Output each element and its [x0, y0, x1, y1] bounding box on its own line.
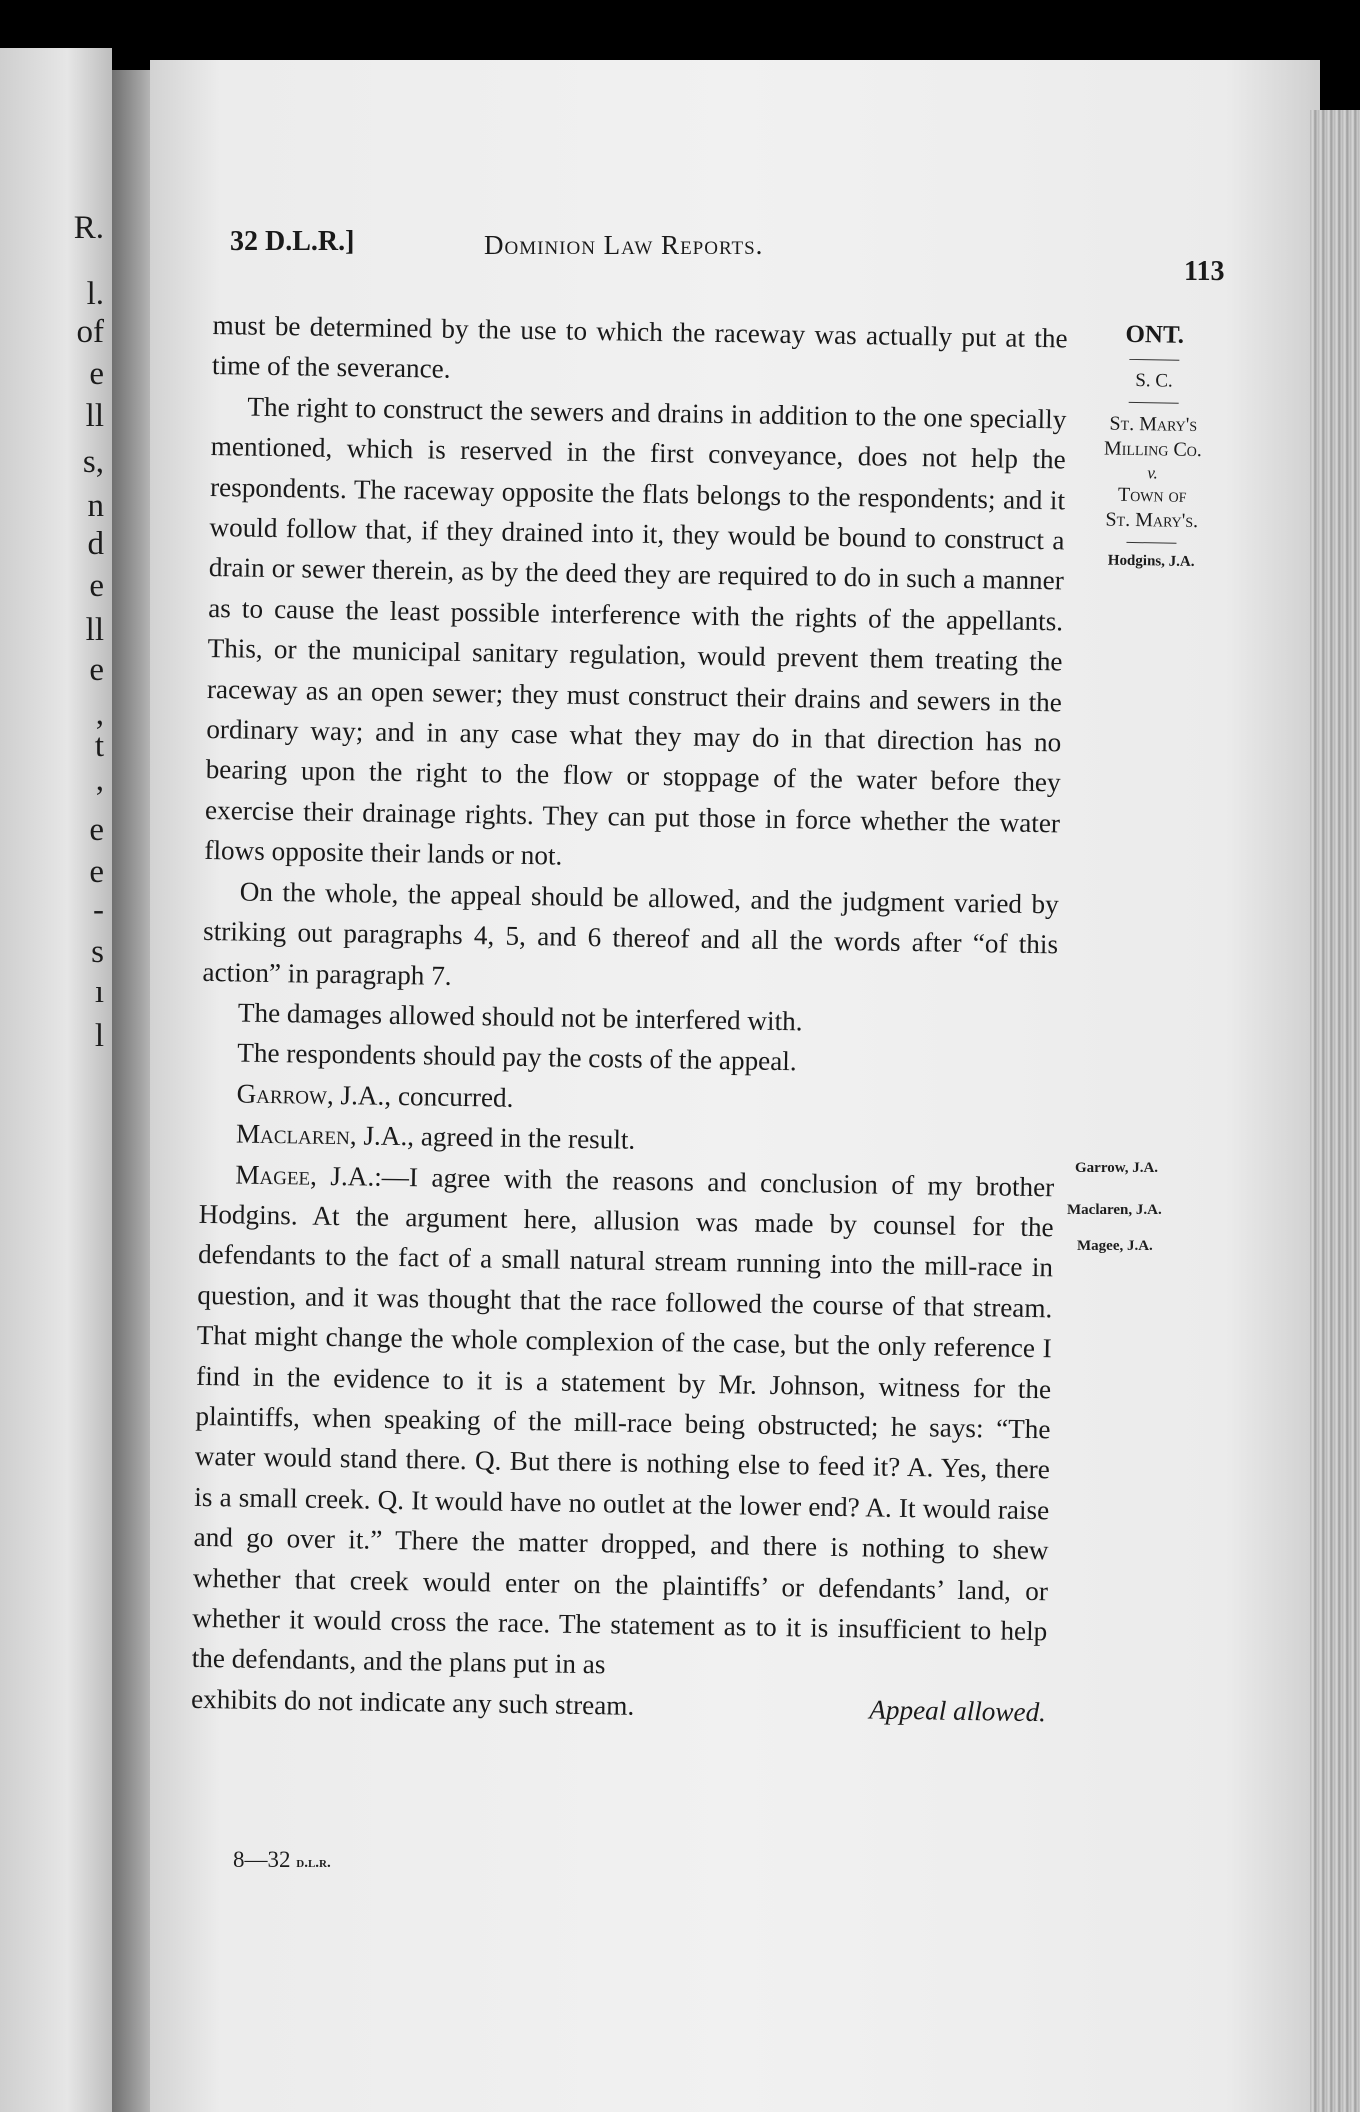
judge-statement: :—I agree with the reasons and conclusion of my brother Hodgins. At the argument here, allusion was made by counsel for the defendants to the fact of a small natural stream running into the mill-race in question, and it was thought that the race followed the course of that stream. That might change the whole complexion of the case, but the only reference I find in the evidence to it is a statement by Mr. Johnson, witness for the plaintiffs, when speaking of the mill-race being obstructed; he says: “The water would stand there. Q. But there is nothing else to feed it? A. Yes, there is a small creek. Q. It would have no outlet at the lower end? A. It would raise and go over it.” There the matter dropped, and there is nothing to shew whether that creek would enter on the plaintiffs’ or defendants’ land, or whether it would cross the race. The statement as to it is insufficient to help the defendants, and the plans put in as — [191, 1161, 1055, 1680]
previous-page-fragment: , — [95, 696, 104, 732]
previous-page-fragment: n — [87, 488, 104, 524]
previous-page-fragment: t — [94, 728, 104, 764]
previous-page-fragment: e — [89, 812, 104, 848]
paragraph-3: On the whole, the appeal should be allowed, and the judgment varied by striking out paragraphs 4, 5, and 6 thereof and all the words after “of this action” in paragraph 7. — [202, 876, 1059, 991]
previous-page-fragment: s — [91, 934, 104, 970]
volume-reference: 32 D.L.R.] — [230, 226, 355, 257]
judge-name: Garrow, J.A., — [236, 1078, 392, 1111]
signature-abbrev: d.l.r. — [296, 1855, 331, 1871]
previous-page-fragment: of — [76, 314, 104, 350]
previous-page-fragment: l. — [86, 276, 104, 312]
judge-statement: concurred. — [390, 1080, 514, 1113]
previous-page-fragment: , — [95, 762, 104, 798]
paragraph-1: must be determined by the use to which the raceway was actually put at the time of the severance. — [211, 309, 1068, 385]
previous-page-fragment: d — [87, 526, 104, 562]
party-1-line-2: Milling Co. — [1103, 437, 1203, 462]
previous-page-fragment: s, — [82, 444, 104, 480]
judge-garrow-note: Garrow, J.A. — [1075, 1160, 1159, 1176]
previous-page-fragment: R. — [73, 210, 104, 246]
signature-number: 8—32 — [233, 1847, 291, 1872]
previous-page-fragment: l — [94, 1018, 104, 1054]
previous-page-fragment: e — [89, 652, 104, 688]
margin-rule — [1129, 402, 1179, 404]
previous-page-fragment: ll — [85, 612, 104, 648]
judge-hodgins-note: Hodgins, J.A. — [1107, 552, 1195, 571]
judge-statement: agreed in the result. — [413, 1121, 636, 1155]
previous-page-fragment: e — [89, 356, 104, 392]
previous-page-fragment: e — [89, 568, 104, 604]
previous-page-strip — [0, 48, 112, 2112]
paragraph-2: The right to construct the sewers and drains in addition to the one specially mentioned, which is reserved in the first conveyance, does not help the respondents. The raceway opposite the flats belongs to the respondents; and it would follow that, if they drained into it, they would be bound to construct a drain or sewer therein, as by the deed they are required to do in such a manner as to cause the least possible interference with the rights of the appellants. This, or the municipal sanitary regulation, would prevent them treating the raceway as an open sewer; they must construct their drains and sewers in the ordinary way; and in any case what they may do in that direction has no bearing upon the right to the flow or stoppage of the water before they exercise their drainage rights. They can put those in force whether the water flows opposite their lands or not. — [204, 391, 1067, 871]
province-label: ONT. — [1125, 320, 1185, 349]
margin-rule — [1126, 542, 1176, 544]
case-margin-note — [1066, 318, 1240, 573]
party-1-line-1: St. Mary's — [1109, 412, 1198, 437]
party-2-line-1: Town of — [1117, 484, 1187, 508]
judge-maclaren-note: Maclaren, J.A. — [1067, 1202, 1162, 1218]
judge-name: Magee, J.A. — [235, 1158, 375, 1192]
party-2-line-2: St. Mary's. — [1105, 508, 1199, 533]
versus-label: v. — [1147, 463, 1158, 483]
closing-sentence: exhibits do not indicate any such stream. — [190, 1683, 635, 1721]
page-number: 113 — [1184, 256, 1225, 287]
previous-page-fragment: - — [93, 892, 104, 928]
disposition: Appeal allowed. — [869, 1694, 1047, 1728]
paragraph-magee — [191, 1153, 1054, 1692]
judge-name: Maclaren, J.A., — [235, 1118, 415, 1152]
page-edge-stack — [1310, 110, 1360, 2112]
previous-page-fragment: ll — [85, 398, 104, 434]
court-label: S. C. — [1135, 370, 1173, 392]
signature-mark — [233, 1847, 331, 1873]
running-header — [230, 226, 1230, 287]
journal-title: Dominion Law Reports. — [484, 230, 764, 260]
previous-page-fragment: ı — [94, 974, 104, 1010]
judgment-text — [191, 305, 1068, 1732]
paragraph-4: The damages allowed should not be interfered with. — [237, 997, 803, 1037]
previous-page-fragment: e — [89, 854, 104, 890]
margin-rule — [1129, 359, 1179, 361]
judge-magee-note: Magee, J.A. — [1077, 1238, 1153, 1254]
paragraph-5: The respondents should pay the costs of the appeal. — [237, 1037, 797, 1077]
